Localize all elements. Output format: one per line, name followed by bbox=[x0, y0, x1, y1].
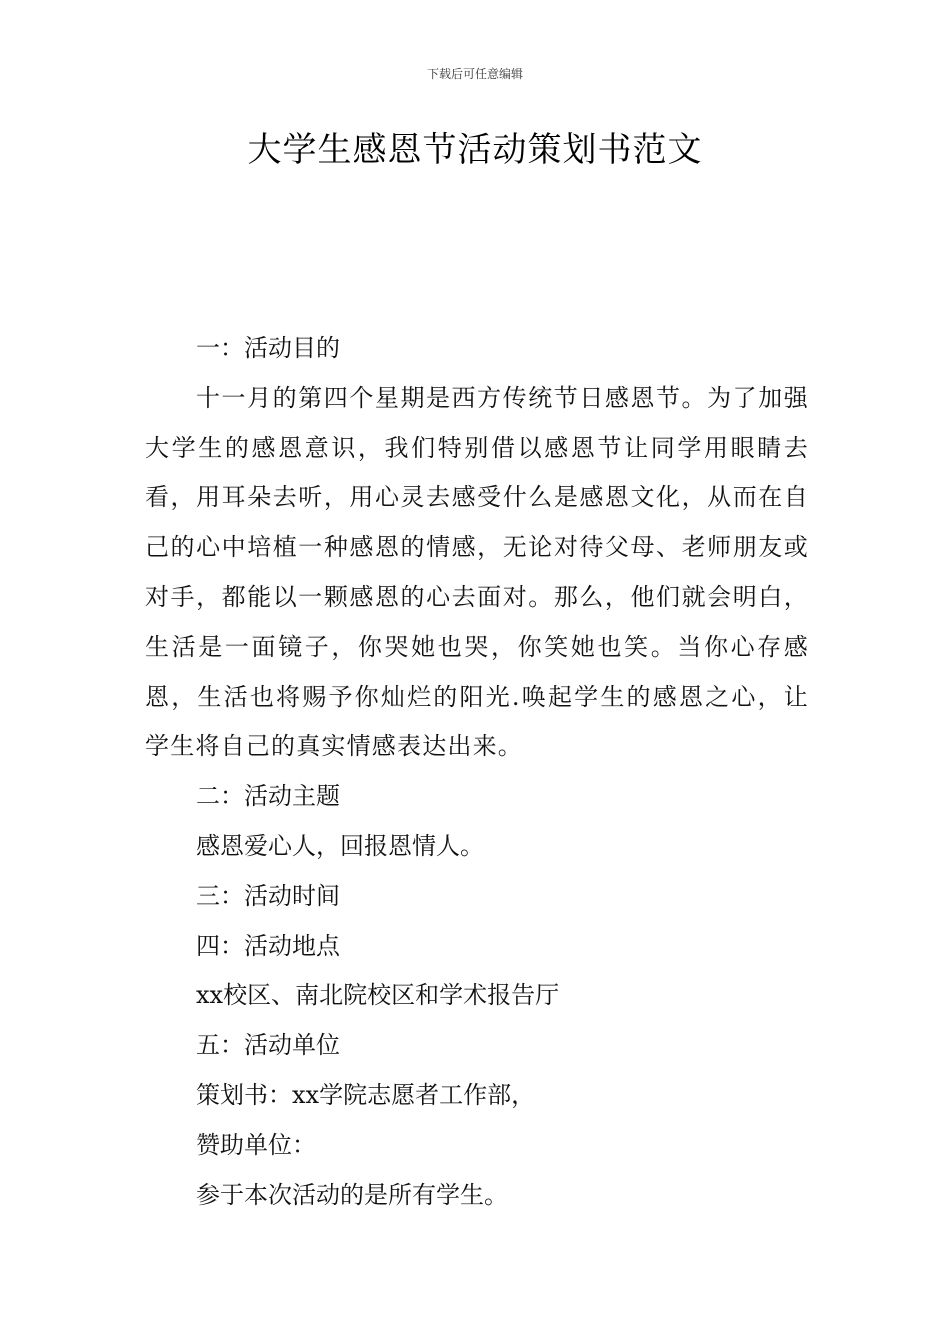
section-heading-time: 三：活动时间 bbox=[196, 881, 340, 910]
paragraph-sponsor: 赞助单位： bbox=[196, 1130, 316, 1159]
section-heading-purpose: 一：活动目的 bbox=[196, 334, 340, 362]
section-heading-organizer: 五：活动单位 bbox=[196, 1031, 340, 1060]
paragraph-planner: 策划书：xx学院志愿者工作部， bbox=[196, 1080, 536, 1109]
section-heading-location: 四：活动地点 bbox=[196, 931, 340, 960]
header-note: 下载后可任意编辑 bbox=[426, 67, 523, 81]
paragraph-location: xx校区、南北院校区和学术报告厅 bbox=[196, 981, 560, 1010]
document-title: 大学生感恩节活动策划书范文 bbox=[247, 130, 703, 170]
paragraph-participants: 参于本次活动的是所有学生。 bbox=[196, 1180, 508, 1209]
paragraph-theme: 感恩爱心人，回报恩情人。 bbox=[196, 831, 484, 860]
document-body bbox=[145, 324, 809, 1220]
paragraph-purpose: 十一月的第四个星期是西方传统节日感恩节。为了加强大学生的感恩意识，我们特别借以感恩节让同学用眼睛去看，用耳朵去听，用心灵去感受什么是感恩文化，从而在自己的心中培植一种感恩的情感，无论对待父母、老师朋友或对手，都能以一颗感恩的心去面对。那么，他们就会明白，生活是一面镜子，你哭她也哭，你笑她也笑。当你心存感恩，生活也将赐予你灿烂的阳光.唤起学生的感恩之心，让学生将自己的真实情感表达出来。 bbox=[145, 383, 809, 761]
section-heading-theme: 二：活动主题 bbox=[196, 782, 340, 811]
